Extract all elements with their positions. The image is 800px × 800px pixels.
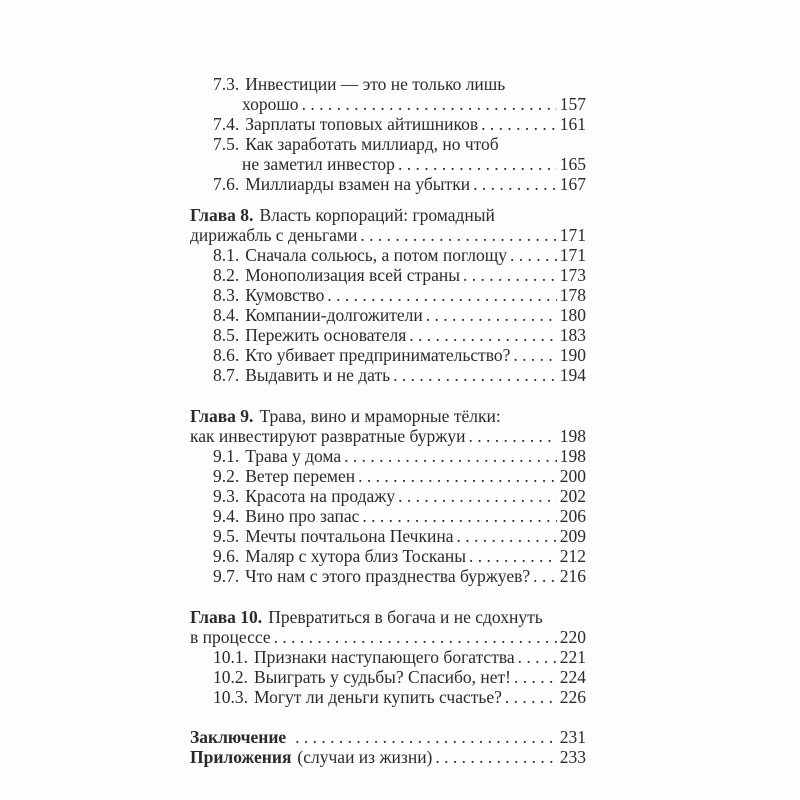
toc-entry-8-2 <box>213 265 586 285</box>
entry-number: 8.5. <box>213 325 240 345</box>
toc-entry-8-3 <box>213 285 586 305</box>
dot-leader <box>505 687 557 707</box>
dot-leader <box>435 747 556 767</box>
page-number: 161 <box>559 114 586 134</box>
page-number: 220 <box>559 627 586 647</box>
toc-chapter-10-cont <box>190 627 586 647</box>
page-number: 157 <box>559 94 586 114</box>
chapter-label: Глава 9. <box>190 406 254 426</box>
entry-title: Зарплаты топовых айтишников <box>245 114 479 134</box>
dot-leader <box>409 325 557 345</box>
dot-leader <box>456 526 556 546</box>
page-number: 171 <box>559 225 586 245</box>
toc-entry-8-6 <box>213 345 586 365</box>
entry-number: 8.3. <box>213 285 240 305</box>
toc-appendix <box>190 747 586 767</box>
entry-title: Мечты почтальона Печкина <box>245 526 454 546</box>
page-number: 173 <box>559 265 586 285</box>
page-number: 183 <box>559 325 586 345</box>
toc-conclusion <box>190 727 586 747</box>
entry-number: 8.6. <box>213 345 240 365</box>
page-number: 200 <box>559 466 586 486</box>
entry-title: Инвестиции — это не только лишь <box>245 74 506 94</box>
entry-title: в процессе <box>190 627 271 647</box>
dot-leader <box>327 285 556 305</box>
entry-number: 8.2. <box>213 265 240 285</box>
entry-number: 9.4. <box>213 506 240 526</box>
dot-leader <box>358 466 557 486</box>
page-number: 233 <box>559 747 586 767</box>
toc-entry-7-6 <box>213 174 586 194</box>
entry-title: Признаки наступающего богатства <box>254 647 515 667</box>
entry-number: 8.7. <box>213 365 240 385</box>
page-number: 224 <box>559 667 586 687</box>
entry-title: Выиграть у судьбы? Спасибо, нет! <box>254 667 511 687</box>
entry-title: Трава у дома <box>245 446 342 466</box>
toc-entry-8-4 <box>213 305 586 325</box>
entry-title: Ветер перемен <box>245 466 356 486</box>
chapter-label: Глава 8. <box>190 205 254 225</box>
page-number: 180 <box>559 305 586 325</box>
toc-entry-8-7 <box>213 365 586 385</box>
toc-chapter-8-cont <box>190 225 586 245</box>
entry-number: 7.5. <box>213 134 240 154</box>
toc-entry-7-5 <box>213 134 586 154</box>
toc-entry-9-1 <box>213 446 586 466</box>
entry-number: 7.6. <box>213 174 240 194</box>
toc-entry-9-4 <box>213 506 586 526</box>
entry-title: Кто убивает предпринимательство? <box>245 345 511 365</box>
entry-title: Как заработать миллиард, но чтоб <box>245 134 499 154</box>
page-number: 216 <box>559 566 586 586</box>
page-number: 202 <box>559 486 586 506</box>
entry-number: 9.6. <box>213 546 240 566</box>
entry-title: Компании-долгожители <box>245 305 423 325</box>
entry-number: 9.2. <box>213 466 240 486</box>
dot-leader <box>393 365 557 385</box>
toc-entry-9-7 <box>213 566 586 586</box>
dot-leader <box>533 566 557 586</box>
dot-leader <box>473 174 557 194</box>
toc-chapter-9-cont <box>190 426 586 446</box>
toc-entry-10-2 <box>213 667 586 687</box>
entry-title: как инвестируют развратные буржуи <box>190 426 466 446</box>
dot-leader <box>274 627 557 647</box>
dot-leader <box>398 154 557 174</box>
toc-chapter-8 <box>190 205 586 225</box>
entry-title: Могут ли деньги купить счастье? <box>254 687 502 707</box>
page-number: 194 <box>559 365 586 385</box>
toc-entry-9-6 <box>213 546 586 566</box>
entry-number: 8.1. <box>213 245 240 265</box>
dot-leader <box>518 647 557 667</box>
page-number: 209 <box>559 526 586 546</box>
page-number: 167 <box>559 174 586 194</box>
chapter-label: Глава 10. <box>190 607 263 627</box>
dot-leader <box>362 506 556 526</box>
entry-number: 9.5. <box>213 526 240 546</box>
entry-number: 10.3. <box>213 687 248 707</box>
dot-leader <box>481 114 557 134</box>
dot-leader <box>463 265 557 285</box>
dot-leader <box>469 546 557 566</box>
entry-number: 10.2. <box>213 667 248 687</box>
page-number: 221 <box>559 647 586 667</box>
toc-entry-10-3 <box>213 687 586 707</box>
dot-leader <box>398 486 557 506</box>
toc-chapter-9 <box>190 406 586 426</box>
entry-number: 10.1. <box>213 647 248 667</box>
entry-title: Монополизация всей страны <box>245 265 460 285</box>
entry-title: Пережить основателя <box>245 325 407 345</box>
page-number: 198 <box>559 426 586 446</box>
page-number: 178 <box>559 285 586 305</box>
entry-title: Маляр с хутора близ Тосканы <box>245 546 466 566</box>
toc-entry-9-2 <box>213 466 586 486</box>
entry-title: не заметил инвестор <box>242 154 395 174</box>
page-number: 198 <box>559 446 586 466</box>
entry-title: (случаи из жизни) <box>297 747 433 767</box>
toc-entry-7-3-cont <box>242 94 586 114</box>
dot-leader <box>469 426 557 446</box>
entry-title: Кумовство <box>245 285 325 305</box>
dot-leader <box>510 245 557 265</box>
dot-leader <box>513 345 556 365</box>
entry-number: 7.3. <box>213 74 240 94</box>
page-number: 190 <box>559 345 586 365</box>
entry-number: 9.1. <box>213 446 240 466</box>
toc-entry-8-5 <box>213 325 586 345</box>
entry-title: Сначала сольюсь, а потом поглощу <box>245 245 507 265</box>
entry-title: хорошо <box>242 94 299 114</box>
entry-title: Власть корпораций: громадный <box>259 205 495 225</box>
toc-entry-7-5-cont <box>242 154 586 174</box>
page-number: 165 <box>559 154 586 174</box>
dot-leader <box>360 225 556 245</box>
entry-title: Что нам с этого празднества буржуев? <box>245 566 531 586</box>
toc-entry-9-3 <box>213 486 586 506</box>
entry-number: 9.3. <box>213 486 240 506</box>
page-number: 206 <box>559 506 586 526</box>
entry-title: Миллиарды взамен на убытки <box>245 174 471 194</box>
page-number: 171 <box>559 245 586 265</box>
entry-number: 9.7. <box>213 566 240 586</box>
entry-title: дирижабль с деньгами <box>190 225 358 245</box>
entry-title: Трава, вино и мраморные тёлки: <box>259 406 501 426</box>
page-number: 226 <box>559 687 586 707</box>
page-number: 231 <box>559 727 586 747</box>
chapter-label: Приложения <box>190 747 292 767</box>
toc-entry-7-4 <box>213 114 586 134</box>
toc-entry-9-5 <box>213 526 586 546</box>
dot-leader <box>302 94 557 114</box>
entry-title: Красота на продажу <box>245 486 396 506</box>
dot-leader <box>295 727 557 747</box>
entry-title: Превратиться в богача и не сдохнуть <box>268 607 543 627</box>
entry-title: Выдавить и не дать <box>245 365 391 385</box>
dot-leader <box>426 305 557 325</box>
dot-leader <box>514 667 557 687</box>
toc-entry-7-3 <box>213 74 586 94</box>
chapter-label: Заключение <box>190 727 287 747</box>
entry-title: Вино про запас <box>245 506 360 526</box>
toc-entry-10-1 <box>213 647 586 667</box>
entry-number: 8.4. <box>213 305 240 325</box>
page-number: 212 <box>559 546 586 566</box>
toc-entry-8-1 <box>213 245 586 265</box>
entry-number: 7.4. <box>213 114 240 134</box>
toc-chapter-10 <box>190 607 586 627</box>
dot-leader <box>344 446 557 466</box>
